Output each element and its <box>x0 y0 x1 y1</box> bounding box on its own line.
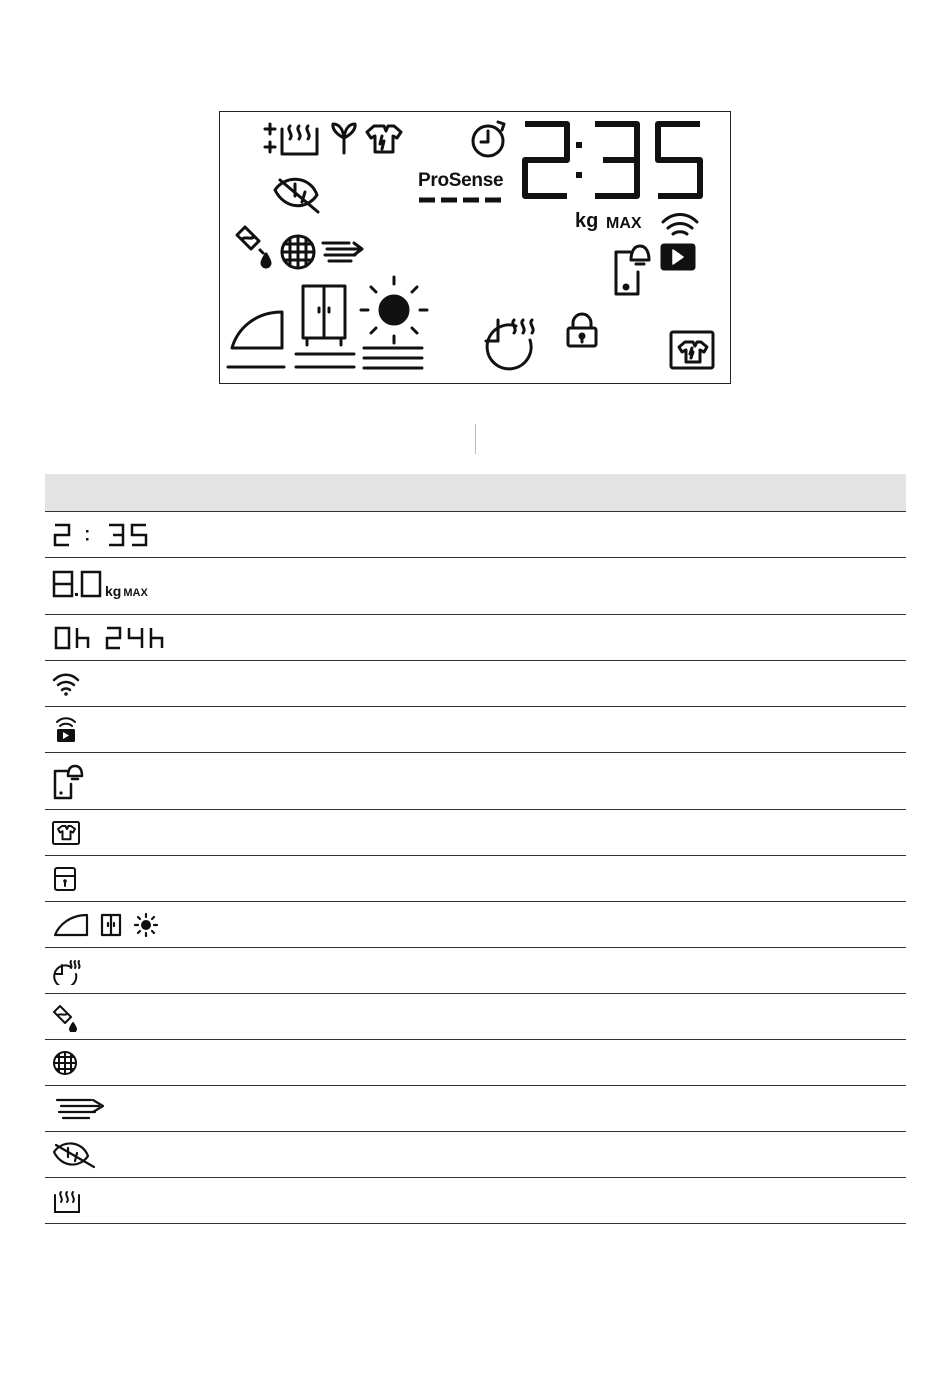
anti-crease-icon <box>51 820 81 846</box>
symbol-cell <box>45 1178 389 1224</box>
steam-icon <box>282 126 317 154</box>
description-cell <box>389 810 906 856</box>
description-cell <box>389 558 906 615</box>
softener-dose-icon <box>237 227 270 267</box>
wifi-icon <box>663 215 697 235</box>
phone-notification-icon <box>616 246 649 294</box>
description-cell <box>389 753 906 810</box>
door-lock-icon <box>568 314 596 346</box>
symbol-cell <box>45 810 389 856</box>
drying-timer-icon <box>51 957 85 985</box>
table-row <box>45 1178 906 1224</box>
table-row <box>45 661 906 707</box>
table-row <box>45 902 906 948</box>
table-row <box>45 994 906 1040</box>
description-cell <box>389 512 906 558</box>
eco-leaf-icon <box>275 179 318 212</box>
description-cell <box>389 994 906 1040</box>
remote-start-icon <box>51 715 81 745</box>
table-row <box>45 1086 906 1132</box>
extra-plus-icon <box>265 124 275 152</box>
drum-icon <box>282 236 314 268</box>
symbol-cell <box>45 661 389 707</box>
description-cell <box>389 948 906 994</box>
symbol-legend-table <box>45 474 906 1224</box>
prosense-label: ProSense <box>418 170 504 191</box>
cabinet-icon <box>296 286 354 367</box>
table-row <box>45 948 906 994</box>
airflow-icon <box>323 243 362 261</box>
description-cell <box>389 615 906 661</box>
phone-notification-icon <box>51 762 85 800</box>
description-cell <box>389 1040 906 1086</box>
kg-label: kg <box>105 582 122 599</box>
symbol-cell <box>45 1132 389 1178</box>
max-label: MAX <box>123 586 148 599</box>
remote-start-icon <box>662 245 694 269</box>
drying-timer-icon <box>486 320 533 369</box>
symbol-cell <box>45 512 389 558</box>
symbol-column-header <box>45 474 389 512</box>
eco-leaf-icon <box>51 1140 101 1170</box>
description-cell <box>389 1132 906 1178</box>
symbol-cell <box>45 948 389 994</box>
table-row <box>45 856 906 902</box>
fan-icon <box>333 124 355 153</box>
wifi-icon <box>51 671 81 697</box>
iron-icon <box>228 312 284 367</box>
time-display-icon <box>51 521 161 549</box>
door-lock-icon <box>51 866 81 892</box>
divider-line <box>475 424 476 454</box>
symbol-cell <box>45 902 389 948</box>
dryness-levels-icon <box>51 911 171 939</box>
description-cell <box>389 856 906 902</box>
description-cell <box>389 902 906 948</box>
display-panel <box>219 111 731 384</box>
symbol-cell <box>45 558 389 615</box>
table-row <box>45 512 906 558</box>
symbol-cell <box>45 1040 389 1086</box>
table-row <box>45 707 906 753</box>
load-digits-icon <box>51 569 105 599</box>
max-label: MAX <box>606 215 642 232</box>
seven-segment-time <box>525 124 700 196</box>
description-cell <box>389 707 906 753</box>
symbol-cell <box>45 856 389 902</box>
symbol-cell <box>45 707 389 753</box>
description-cell <box>389 1178 906 1224</box>
shirt-icon <box>367 126 401 152</box>
sun-icon <box>361 277 427 368</box>
table-row <box>45 810 906 856</box>
delay-range-icon <box>51 624 181 652</box>
description-cell <box>389 661 906 707</box>
drum-icon <box>51 1049 81 1077</box>
airflow-icon <box>51 1095 107 1123</box>
description-column-header <box>389 474 906 512</box>
anti-crease-icon <box>671 332 713 368</box>
delay-clock-icon <box>473 122 504 156</box>
table-row <box>45 753 906 810</box>
symbol-cell <box>45 753 389 810</box>
table-row <box>45 615 906 661</box>
softener-dose-icon <box>51 1002 85 1032</box>
table-row <box>45 558 906 615</box>
symbol-cell <box>45 1086 389 1132</box>
symbol-cell <box>45 615 389 661</box>
description-cell <box>389 1086 906 1132</box>
steam-icon <box>51 1187 85 1215</box>
kg-label: kg <box>575 210 599 232</box>
table-row <box>45 1132 906 1178</box>
symbol-cell <box>45 994 389 1040</box>
table-row <box>45 1040 906 1086</box>
